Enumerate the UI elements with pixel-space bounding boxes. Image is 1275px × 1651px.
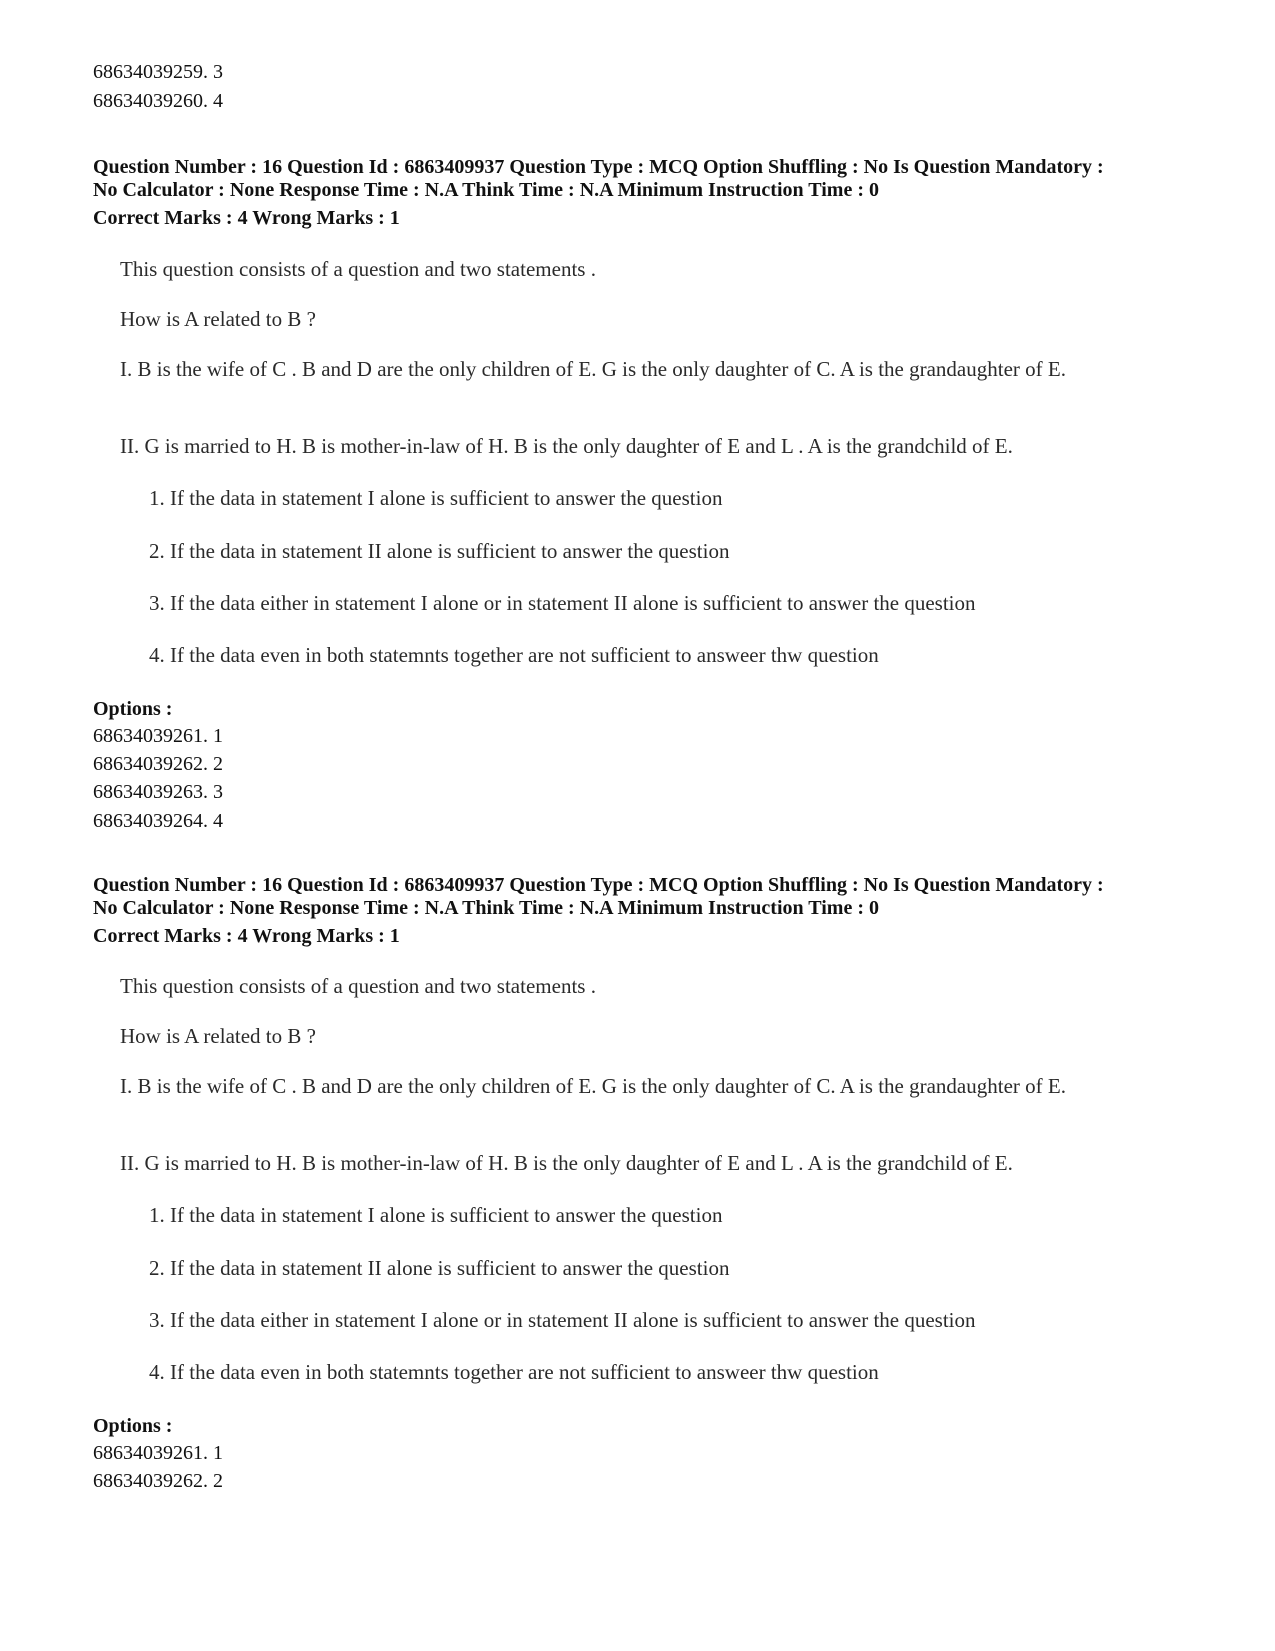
option-line: 68634039264. 4 (93, 810, 223, 832)
question-marks: Correct Marks : 4 Wrong Marks : 1 (93, 207, 400, 229)
option-line: 68634039262. 2 (93, 1470, 223, 1492)
option-line: 68634039259. 3 (93, 61, 223, 83)
statement-2: II. G is married to H. B is mother-in-law of H. B is the only daughter of E and L . A is the grandchild of E. (120, 1151, 1013, 1175)
question-meta-line-1: Question Number : 16 Question Id : 6863409937 Question Type : MCQ Option Shuffling : No Is Question Mandatory : (93, 156, 1104, 178)
question-meta-line-2: No Calculator : None Response Time : N.A Think Time : N.A Minimum Instruction Time : 0 (93, 179, 879, 201)
choice-2: 2. If the data in statement II alone is sufficient to answer the question (149, 539, 730, 563)
question-text: How is A related to B ? (120, 1024, 316, 1048)
choice-1: 1. If the data in statement I alone is sufficient to answer the question (149, 486, 723, 510)
choice-2: 2. If the data in statement II alone is sufficient to answer the question (149, 1256, 730, 1280)
option-line: 68634039260. 4 (93, 90, 223, 112)
option-line: 68634039261. 1 (93, 725, 223, 747)
statement-1: I. B is the wife of C . B and D are the only children of E. G is the only daughter of C. A is the grandaughter of E. (120, 357, 1066, 381)
choice-3: 3. If the data either in statement I alone or in statement II alone is sufficient to answer the question (149, 591, 976, 615)
question-meta-line-2: No Calculator : None Response Time : N.A Think Time : N.A Minimum Instruction Time : 0 (93, 897, 879, 919)
option-line: 68634039261. 1 (93, 1442, 223, 1464)
question-text: How is A related to B ? (120, 307, 316, 331)
question-marks: Correct Marks : 4 Wrong Marks : 1 (93, 925, 400, 947)
question-meta-line-1: Question Number : 16 Question Id : 6863409937 Question Type : MCQ Option Shuffling : No Is Question Mandatory : (93, 874, 1104, 896)
question-intro: This question consists of a question and two statements . (120, 257, 596, 281)
statement-2: II. G is married to H. B is mother-in-law of H. B is the only daughter of E and L . A is the grandchild of E. (120, 434, 1013, 458)
options-label: Options : (93, 1415, 173, 1437)
question-intro: This question consists of a question and two statements . (120, 974, 596, 998)
choice-3: 3. If the data either in statement I alone or in statement II alone is sufficient to answer the question (149, 1308, 976, 1332)
choice-4: 4. If the data even in both statemnts together are not sufficient to answeer thw question (149, 1360, 879, 1384)
choice-1: 1. If the data in statement I alone is sufficient to answer the question (149, 1203, 723, 1227)
statement-1: I. B is the wife of C . B and D are the only children of E. G is the only daughter of C. A is the grandaughter of E. (120, 1074, 1066, 1098)
option-line: 68634039263. 3 (93, 781, 223, 803)
choice-4: 4. If the data even in both statemnts together are not sufficient to answeer thw question (149, 643, 879, 667)
options-label: Options : (93, 698, 173, 720)
option-line: 68634039262. 2 (93, 753, 223, 775)
